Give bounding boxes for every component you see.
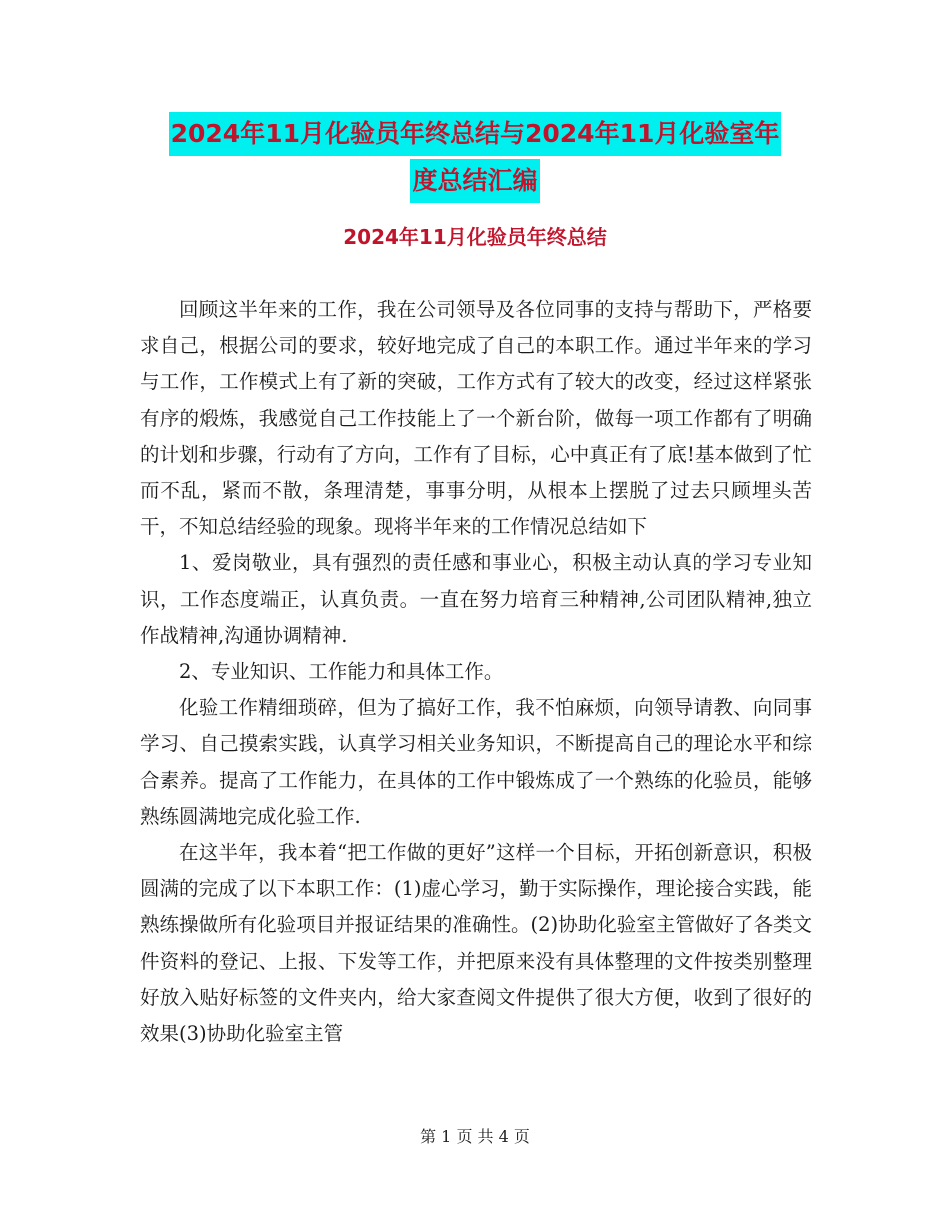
title-line-1: 2024年11月化验员年终总结与2024年11月化验室年 xyxy=(169,112,782,156)
page-footer xyxy=(0,1124,950,1147)
paragraph: 回顾这半年来的工作，我在公司领导及各位同事的支持与帮助下，严格要求自己，根据公司的要求，较好地完成了自己的本职工作。通过半年来的学习与工作，工作模式上有了新的突破，工作方式有了较大的改变，经过这样紧张有序的煅炼，我感觉自己工作技能上了一个新台阶，做每一项工作都有了明确的计划和步骤，行动有了方向，工作有了目标，心中真正有了底!基本做到了忙而不乱，紧而不散，条理清楚，事事分明，从根本上摆脱了过去只顾埋头苦干，不知总结经验的现象。现将半年来的工作情况总结如下 xyxy=(140,298,812,539)
title-line-2: 度总结汇编 xyxy=(410,159,539,203)
body-text xyxy=(140,292,812,1052)
document-title xyxy=(140,112,810,206)
paragraph: 在这半年，我本着“把工作做的更好”这样一个目标，开拓创新意识，积极圆满的完成了以下本职工作：(1)虚心学习，勤于实际操作，理论接合实践，能熟练操做所有化验项目并报证结果的准确性。(2)协助化验室主管做好了各类文件资料的登记、上报、下发等工作，并把原来没有具体整理的文件按类别整理好放入贴好标签的文件夹内，给大家查阅文件提供了很大方便，收到了很好的效果(3)协助化验室主管 xyxy=(140,841,812,1046)
paragraph: 化验工作精细琐碎，但为了搞好工作，我不怕麻烦，向领导请教、向同事学习、自己摸索实践，认真学习相关业务知识，不断提高自己的理论水平和综合素养。提高了工作能力，在具体的工作中锻炼成了一个熟练的化验员，能够熟练圆满地完成化验工作. xyxy=(140,696,812,828)
page-number: 第 1 页 共 4 页 xyxy=(420,1127,530,1146)
section-heading: 2024年11月化验员年终总结 xyxy=(343,225,607,249)
paragraph: 2、专业知识、工作能力和具体工作。 xyxy=(179,660,504,684)
paragraph: 1、爱岗敬业，具有强烈的责任感和事业心，积极主动认真的学习专业知识，工作态度端正，认真负责。一直在努力培育三种精神,公司团队精神,独立作战精神,沟通协调精神. xyxy=(140,551,812,647)
